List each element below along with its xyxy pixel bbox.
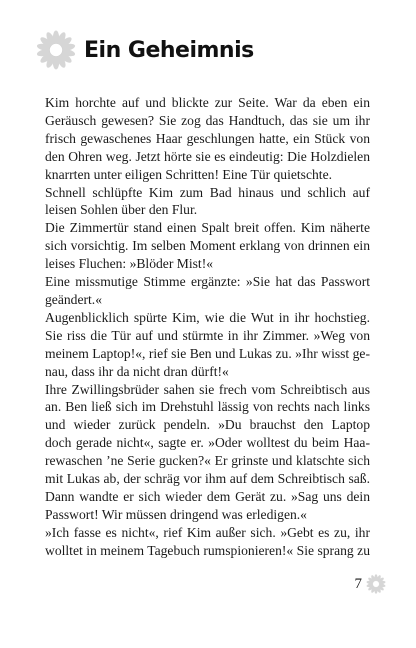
text-line: Kim horchte auf und blickte zur Seite. War da eben ein [45, 95, 370, 110]
text-line: »Ich fasse es nicht«, rief Kim außer sich. »Gebt es zu, ihr [45, 524, 370, 540]
text-line: knarrten unter eiligen Schritten! Eine Tür quietschte. [45, 166, 333, 182]
text-line: geändert.« [45, 291, 102, 307]
text-line: Passwort! Wir müssen dringend was erledigen.« [45, 506, 307, 522]
daisy-flower-icon [366, 574, 386, 594]
text-line: Schnell schlüpfte Kim zum Bad hinaus und schlich auf [45, 184, 370, 200]
text-line: doch gerade nicht«, sagte er. »Oder wolltest du beim Haa- [45, 435, 370, 451]
body-text [45, 94, 370, 560]
text-line: an. Ben ließ sich im Drehstuhl lässig von rechts nach links [45, 399, 370, 415]
daisy-flower-icon [36, 30, 76, 70]
text-line: sich vorsichtig. Im selben Moment erklang von drinnen ein [45, 238, 370, 254]
text-line: Eine missmutige Stimme ergänzte: »Sie hat das Passwort [45, 274, 370, 290]
text-line: und wieder zurück pendeln. »Du brauchst den Laptop [45, 417, 370, 433]
text-line: wolltet in meinem Tagebuch rumspionieren!« Sie sprang zu [45, 542, 370, 558]
page-footer [355, 574, 387, 594]
text-line: Dann wandte er sich wieder dem Gerät zu. »Sag uns dein [45, 488, 370, 504]
text-line: mit Lukas ab, der schräg vor ihm auf dem Schreibtisch saß. [45, 471, 370, 487]
chapter-header [36, 30, 254, 70]
text-line: leises Fluchen: »Blöder Mist!« [45, 256, 214, 272]
text-line: den Ohren weg. Jetzt hörte sie es eindeutig: Die Holzdielen [45, 148, 370, 164]
text-line: Sie riss die Tür auf und stürmte in ihr Zimmer. »Weg von [45, 327, 370, 343]
text-line: Ihre Zwillingsbrüder sahen sie frech vom Schreibtisch aus [45, 381, 370, 397]
text-line: meinem Laptop!«, rief sie Ben und Lukas zu. »Ihr wisst ge- [45, 345, 370, 361]
text-line: Geräusch gewesen? Sie zog das Handtuch, das sie um ihr [45, 112, 370, 128]
text-line: leisen Sohlen über den Flur. [45, 202, 198, 218]
text-line: Die Zimmertür stand einen Spalt breit offen. Kim näherte [45, 220, 370, 236]
text-line: frisch gewaschenes Haar geschlungen hatte, ein Stück von [45, 130, 370, 146]
chapter-title: Ein Geheimnis [84, 37, 254, 63]
text-line: Augenblicklich spürte Kim, wie die Wut in ihr hochstieg. [45, 309, 370, 325]
page-number: 7 [354, 575, 362, 592]
text-line: nau, dass ihr da nicht dran dürft!« [45, 363, 229, 379]
text-line: rewaschen ’ne Serie gucken?« Er grinste und klatschte sich [45, 453, 370, 469]
